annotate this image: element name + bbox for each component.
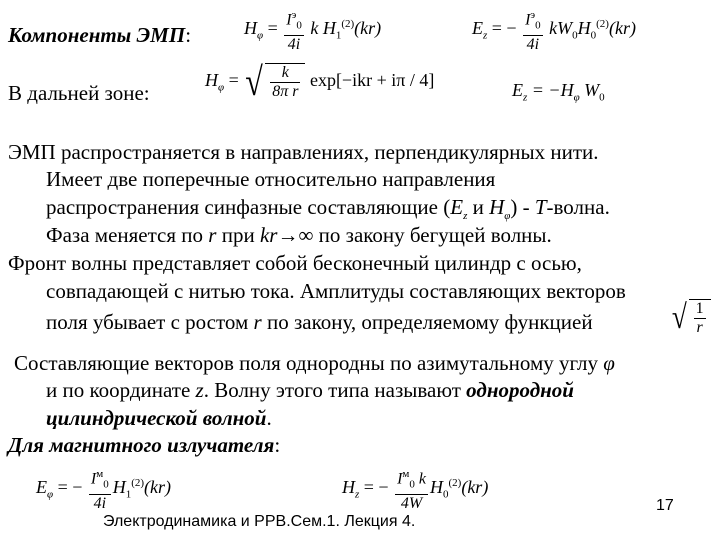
h-z-m-lhs: H xyxy=(342,476,355,497)
e-phi-m-frac xyxy=(89,465,111,513)
formula-sqrt-inv: √ $\frac{1}{r}$ xyxy=(670,298,711,338)
e-z-lhs: E xyxy=(472,17,483,38)
h-z-m-num-sub: 0 xyxy=(409,478,415,491)
e-phi-m-h-sup: (2) xyxy=(131,476,145,489)
p2-line2: совпадающей с нитью тока. Амплитуды составляющих векторов xyxy=(46,279,626,303)
e-z-h-sup: (2) xyxy=(596,17,609,30)
far-e-eq: = −H xyxy=(527,80,574,100)
h-phi-num-sup: э xyxy=(291,9,297,21)
h-phi-eq: = xyxy=(263,17,283,38)
page-number: 17 xyxy=(656,497,674,514)
p2-line1: Фронт волны представляет собой бесконечный цилиндр с осью, xyxy=(8,251,582,275)
formula-e-phi-m xyxy=(36,465,171,513)
e-phi-m-sub: φ xyxy=(47,488,54,501)
p1-l4d: kr xyxy=(259,223,278,247)
magnetic-label-text: Для магнитного излучателя xyxy=(8,433,275,457)
e-phi-m-h: H xyxy=(112,476,126,497)
e-phi-m-arg: (kr) xyxy=(144,476,172,497)
h-phi-h-sup: (2) xyxy=(341,17,355,30)
far-e-eq-sub: φ xyxy=(573,91,580,104)
far-e-w-sub: 0 xyxy=(599,91,605,104)
e-z-k: kW xyxy=(544,17,573,38)
far-e-lhs: E xyxy=(512,80,523,100)
p1-line2: Имеет две поперечные относительно направления xyxy=(46,167,496,191)
e-z-sub: z xyxy=(483,29,488,42)
h-phi-lhs: H xyxy=(244,17,257,38)
p1-l3h: T xyxy=(534,195,547,219)
formula-far-h xyxy=(205,59,435,104)
far-h-sqrt: √ $\frac{k}{\text{8π r}}$ xyxy=(243,62,305,102)
formula-far-e xyxy=(512,80,605,104)
p1-l4b: r xyxy=(208,223,217,247)
far-e-w: W xyxy=(579,80,600,100)
far-e-sub: z xyxy=(523,91,528,104)
p3-l3a: цилиндрической волной xyxy=(46,406,267,430)
h-phi-num: I xyxy=(286,11,292,29)
p2-l3a: поля убывает с ростом xyxy=(46,310,254,334)
e-phi-m-num-sub: 0 xyxy=(103,478,109,491)
p3-l3b: . xyxy=(266,406,272,430)
h-z-m-den: 4W xyxy=(400,494,423,512)
far-zone-label: В дальней зоне: xyxy=(8,81,150,105)
h-z-m-num-tail: k xyxy=(414,470,426,488)
e-z-h-sub: 0 xyxy=(590,29,597,42)
p3-l1b: φ xyxy=(603,351,615,375)
sqrt-inv-den: r xyxy=(696,318,703,336)
e-z-num-sup: э xyxy=(530,9,536,21)
p1-l3d: и xyxy=(467,195,490,219)
far-h-num: k xyxy=(270,64,300,83)
e-z-num-sub: 0 xyxy=(535,19,541,32)
sqrt-inv-num: 1 xyxy=(695,299,704,317)
p2-l3b: r xyxy=(253,310,262,334)
formula-h-z-m xyxy=(342,465,488,513)
e-z-h: H xyxy=(577,17,591,38)
p1-l4e: →∞ по закону бегущей волны. xyxy=(277,223,552,247)
h-phi-den: 4i xyxy=(287,35,301,53)
e-phi-m-lhs: E xyxy=(36,476,47,497)
p2-l3c: по закону, определяемому функцией xyxy=(261,310,593,334)
h-phi-arg: (kr) xyxy=(354,17,382,38)
p1-l3g: ) - xyxy=(510,195,535,219)
h-z-m-h-sub: 0 xyxy=(443,488,449,501)
e-phi-m-eq: = − xyxy=(53,476,83,497)
h-phi-sub: φ xyxy=(257,29,264,42)
p1-line1: ЭМП распространяется в направлениях, перпендикулярных нити. xyxy=(8,140,599,164)
p1-l4c: при xyxy=(216,223,260,247)
e-z-arg: (kr) xyxy=(608,17,636,38)
p1-l4a: Фаза меняется по xyxy=(46,223,209,247)
p1-line4 xyxy=(46,222,552,248)
components-label xyxy=(8,22,191,48)
p3-line1 xyxy=(14,350,615,376)
components-label-text: Компоненты ЭМП xyxy=(8,23,186,47)
h-z-m-sub: z xyxy=(355,488,360,501)
e-phi-m-num: I xyxy=(90,470,97,488)
e-phi-m-den: 4i xyxy=(93,494,107,512)
p3-l2c: . Волну этого типа называют xyxy=(203,378,467,402)
p3-l1a: Составляющие векторов поля однородны по азимутальному углу xyxy=(14,351,604,375)
formula-e-z xyxy=(472,6,636,54)
e-phi-m-num-sup: м xyxy=(96,468,104,480)
components-colon: : xyxy=(185,23,192,47)
e-z-eq: = − xyxy=(487,17,522,38)
h-z-m-h: H xyxy=(430,476,443,497)
p3-l2b: z xyxy=(195,378,204,402)
footer-text: Электродинамика и РРВ.Сем.1. Лекция 4. xyxy=(103,513,416,530)
far-h-lhs: H xyxy=(205,70,218,91)
h-z-m-arg: (kr) xyxy=(461,476,489,497)
p1-l3a: распространения синфазные составляющие ( xyxy=(46,195,451,219)
far-h-sub: φ xyxy=(218,81,225,94)
h-z-m-num-sup: м xyxy=(402,468,410,480)
p3-line3 xyxy=(46,405,272,431)
p1-l3e: H xyxy=(489,195,505,219)
h-phi-num-sub: 0 xyxy=(296,19,302,32)
p2-line3 xyxy=(46,309,593,335)
p1-l3i: -волна. xyxy=(546,195,610,219)
e-z-frac xyxy=(523,6,543,54)
h-z-m-h-sup: (2) xyxy=(448,476,462,489)
h-phi-frac xyxy=(284,6,304,54)
p1-l3c: z xyxy=(463,210,468,223)
h-z-m-num: I xyxy=(397,470,403,488)
h-phi-k: k xyxy=(305,17,323,38)
e-phi-m-h-sub: 1 xyxy=(125,488,132,501)
e-z-k-sub: 0 xyxy=(572,29,578,42)
h-z-m-frac xyxy=(395,465,428,513)
magnetic-label xyxy=(8,432,280,458)
h-phi-h-sub: 1 xyxy=(335,29,342,42)
far-h-den: 8π r xyxy=(272,82,299,100)
p3-l2a: и по координате xyxy=(46,378,196,402)
h-z-m-eq: = − xyxy=(359,476,394,497)
far-h-exp: exp[−ikr + iπ / 4] xyxy=(309,70,435,91)
p1-l3f: φ xyxy=(504,210,511,223)
p3-l2d: однородной xyxy=(466,378,574,402)
magnetic-colon: : xyxy=(274,433,281,457)
e-z-num: I xyxy=(525,11,531,29)
p1-l3b: E xyxy=(450,195,464,219)
p3-line2 xyxy=(46,377,574,403)
formula-h-phi xyxy=(244,6,381,54)
h-phi-h: H xyxy=(322,17,336,38)
far-h-eq: = xyxy=(224,70,244,91)
e-z-den: 4i xyxy=(526,35,540,53)
